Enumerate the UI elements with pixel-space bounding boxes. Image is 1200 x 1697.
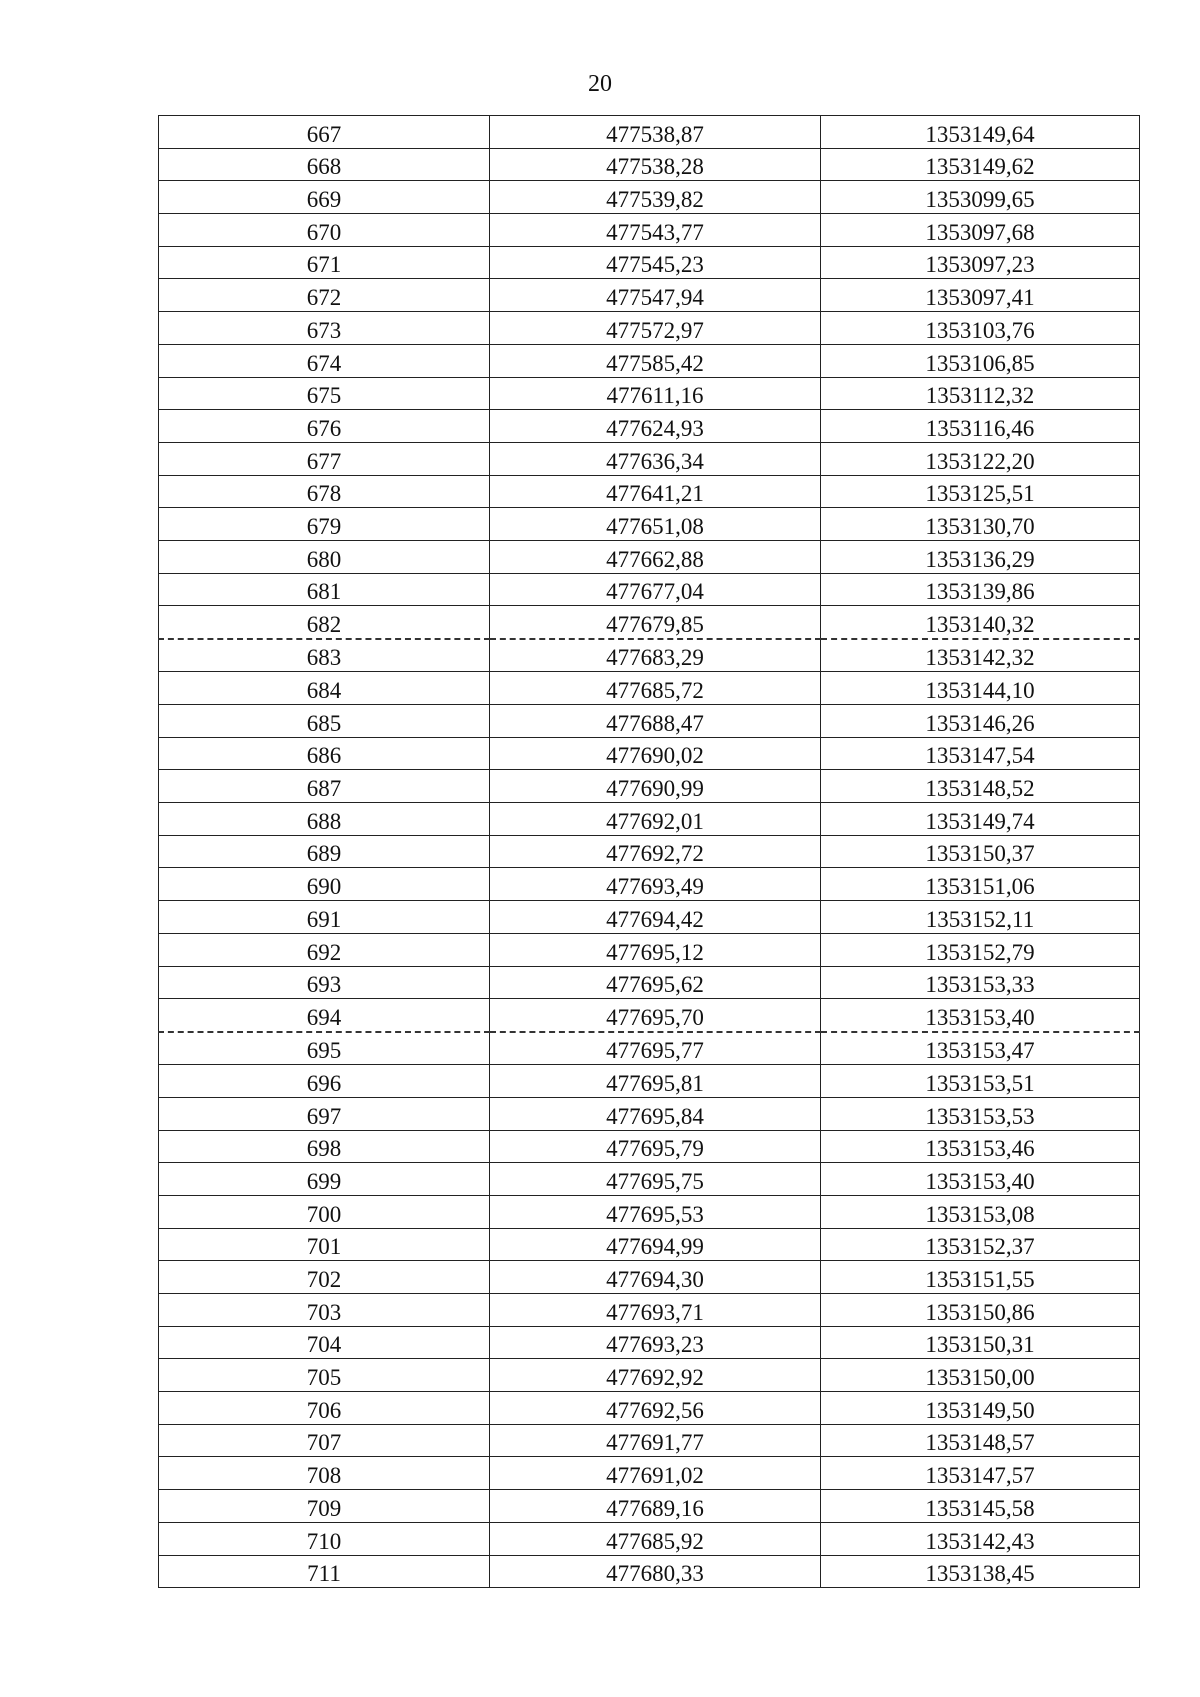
y-coordinate-cell: 1353149,62 <box>821 148 1140 181</box>
point-number-cell: 675 <box>159 377 490 410</box>
table-row <box>159 116 1140 149</box>
x-coordinate-cell: 477695,70 <box>490 999 821 1032</box>
table-row <box>159 835 1140 868</box>
y-coordinate-cell: 1353153,40 <box>821 1163 1140 1196</box>
table-row <box>159 1392 1140 1425</box>
y-coordinate-cell: 1353147,57 <box>821 1457 1140 1490</box>
y-coordinate-cell: 1353099,65 <box>821 181 1140 214</box>
table-row <box>159 1065 1140 1098</box>
y-coordinate-cell: 1353116,46 <box>821 410 1140 443</box>
table-row <box>159 1130 1140 1163</box>
point-number-cell: 684 <box>159 672 490 705</box>
point-number-cell: 678 <box>159 475 490 508</box>
table-row <box>159 606 1140 639</box>
table-row <box>159 1163 1140 1196</box>
x-coordinate-cell: 477662,88 <box>490 540 821 573</box>
table-row <box>159 868 1140 901</box>
y-coordinate-cell: 1353153,53 <box>821 1097 1140 1130</box>
y-coordinate-cell: 1353152,37 <box>821 1228 1140 1261</box>
point-number-cell: 694 <box>159 999 490 1032</box>
point-number-cell: 682 <box>159 606 490 639</box>
x-coordinate-cell: 477538,87 <box>490 116 821 149</box>
x-coordinate-cell: 477680,33 <box>490 1555 821 1588</box>
x-coordinate-cell: 477695,75 <box>490 1163 821 1196</box>
table-row <box>159 214 1140 247</box>
y-coordinate-cell: 1353150,00 <box>821 1359 1140 1392</box>
x-coordinate-cell: 477693,49 <box>490 868 821 901</box>
x-coordinate-cell: 477692,56 <box>490 1392 821 1425</box>
table-row <box>159 1359 1140 1392</box>
point-number-cell: 683 <box>159 639 490 672</box>
table-row <box>159 999 1140 1032</box>
x-coordinate-cell: 477538,28 <box>490 148 821 181</box>
table-row <box>159 933 1140 966</box>
y-coordinate-cell: 1353145,58 <box>821 1490 1140 1523</box>
y-coordinate-cell: 1353146,26 <box>821 705 1140 738</box>
y-coordinate-cell: 1353149,74 <box>821 803 1140 836</box>
x-coordinate-cell: 477688,47 <box>490 705 821 738</box>
table-row <box>159 442 1140 475</box>
table-row <box>159 1490 1140 1523</box>
point-number-cell: 691 <box>159 901 490 934</box>
point-number-cell: 670 <box>159 214 490 247</box>
x-coordinate-cell: 477677,04 <box>490 573 821 606</box>
table-row <box>159 246 1140 279</box>
table-row <box>159 1294 1140 1327</box>
y-coordinate-cell: 1353122,20 <box>821 442 1140 475</box>
y-coordinate-cell: 1353150,86 <box>821 1294 1140 1327</box>
y-coordinate-cell: 1353136,29 <box>821 540 1140 573</box>
y-coordinate-cell: 1353150,31 <box>821 1326 1140 1359</box>
x-coordinate-cell: 477641,21 <box>490 475 821 508</box>
y-coordinate-cell: 1353142,43 <box>821 1522 1140 1555</box>
y-coordinate-cell: 1353151,55 <box>821 1261 1140 1294</box>
table-row <box>159 901 1140 934</box>
point-number-cell: 711 <box>159 1555 490 1588</box>
table-row <box>159 803 1140 836</box>
x-coordinate-cell: 477685,92 <box>490 1522 821 1555</box>
point-number-cell: 677 <box>159 442 490 475</box>
point-number-cell: 693 <box>159 966 490 999</box>
point-number-cell: 676 <box>159 410 490 443</box>
table-row <box>159 279 1140 312</box>
point-number-cell: 671 <box>159 246 490 279</box>
y-coordinate-cell: 1353148,52 <box>821 770 1140 803</box>
table-row <box>159 148 1140 181</box>
x-coordinate-cell: 477695,84 <box>490 1097 821 1130</box>
y-coordinate-cell: 1353152,79 <box>821 933 1140 966</box>
point-number-cell: 669 <box>159 181 490 214</box>
y-coordinate-cell: 1353144,10 <box>821 672 1140 705</box>
table-row <box>159 1032 1140 1065</box>
table-row <box>159 1261 1140 1294</box>
point-number-cell: 705 <box>159 1359 490 1392</box>
x-coordinate-cell: 477679,85 <box>490 606 821 639</box>
point-number-cell: 696 <box>159 1065 490 1098</box>
x-coordinate-cell: 477694,42 <box>490 901 821 934</box>
table-row <box>159 540 1140 573</box>
point-number-cell: 698 <box>159 1130 490 1163</box>
table-row <box>159 1457 1140 1490</box>
y-coordinate-cell: 1353149,64 <box>821 116 1140 149</box>
x-coordinate-cell: 477693,23 <box>490 1326 821 1359</box>
point-number-cell: 704 <box>159 1326 490 1359</box>
coordinates-table <box>158 115 1140 1588</box>
point-number-cell: 708 <box>159 1457 490 1490</box>
point-number-cell: 679 <box>159 508 490 541</box>
table-row <box>159 966 1140 999</box>
x-coordinate-cell: 477692,72 <box>490 835 821 868</box>
x-coordinate-cell: 477695,79 <box>490 1130 821 1163</box>
point-number-cell: 689 <box>159 835 490 868</box>
y-coordinate-cell: 1353142,32 <box>821 639 1140 672</box>
y-coordinate-cell: 1353151,06 <box>821 868 1140 901</box>
x-coordinate-cell: 477692,01 <box>490 803 821 836</box>
point-number-cell: 697 <box>159 1097 490 1130</box>
point-number-cell: 685 <box>159 705 490 738</box>
y-coordinate-cell: 1353147,54 <box>821 737 1140 770</box>
y-coordinate-cell: 1353152,11 <box>821 901 1140 934</box>
point-number-cell: 703 <box>159 1294 490 1327</box>
point-number-cell: 707 <box>159 1424 490 1457</box>
table-row <box>159 312 1140 345</box>
table-row <box>159 475 1140 508</box>
y-coordinate-cell: 1353153,08 <box>821 1195 1140 1228</box>
point-number-cell: 690 <box>159 868 490 901</box>
x-coordinate-cell: 477543,77 <box>490 214 821 247</box>
table-row <box>159 705 1140 738</box>
table-row <box>159 1555 1140 1588</box>
point-number-cell: 692 <box>159 933 490 966</box>
table-row <box>159 573 1140 606</box>
y-coordinate-cell: 1353097,41 <box>821 279 1140 312</box>
table-row <box>159 1424 1140 1457</box>
table-row <box>159 377 1140 410</box>
table-row <box>159 181 1140 214</box>
y-coordinate-cell: 1353112,32 <box>821 377 1140 410</box>
y-coordinate-cell: 1353140,32 <box>821 606 1140 639</box>
table-row <box>159 639 1140 672</box>
point-number-cell: 667 <box>159 116 490 149</box>
y-coordinate-cell: 1353103,76 <box>821 312 1140 345</box>
x-coordinate-cell: 477690,99 <box>490 770 821 803</box>
point-number-cell: 700 <box>159 1195 490 1228</box>
x-coordinate-cell: 477585,42 <box>490 344 821 377</box>
coordinates-table-body <box>159 116 1140 1588</box>
y-coordinate-cell: 1353148,57 <box>821 1424 1140 1457</box>
y-coordinate-cell: 1353097,68 <box>821 214 1140 247</box>
x-coordinate-cell: 477572,97 <box>490 312 821 345</box>
x-coordinate-cell: 477695,62 <box>490 966 821 999</box>
table-row <box>159 1326 1140 1359</box>
table-row <box>159 1195 1140 1228</box>
point-number-cell: 709 <box>159 1490 490 1523</box>
x-coordinate-cell: 477693,71 <box>490 1294 821 1327</box>
page-number: 20 <box>588 71 612 97</box>
x-coordinate-cell: 477695,81 <box>490 1065 821 1098</box>
point-number-cell: 680 <box>159 540 490 573</box>
x-coordinate-cell: 477689,16 <box>490 1490 821 1523</box>
x-coordinate-cell: 477545,23 <box>490 246 821 279</box>
x-coordinate-cell: 477691,02 <box>490 1457 821 1490</box>
x-coordinate-cell: 477651,08 <box>490 508 821 541</box>
x-coordinate-cell: 477694,30 <box>490 1261 821 1294</box>
y-coordinate-cell: 1353153,40 <box>821 999 1140 1032</box>
point-number-cell: 706 <box>159 1392 490 1425</box>
x-coordinate-cell: 477685,72 <box>490 672 821 705</box>
x-coordinate-cell: 477695,53 <box>490 1195 821 1228</box>
point-number-cell: 687 <box>159 770 490 803</box>
x-coordinate-cell: 477547,94 <box>490 279 821 312</box>
y-coordinate-cell: 1353139,86 <box>821 573 1140 606</box>
table-row <box>159 672 1140 705</box>
point-number-cell: 710 <box>159 1522 490 1555</box>
table-row <box>159 410 1140 443</box>
point-number-cell: 668 <box>159 148 490 181</box>
y-coordinate-cell: 1353130,70 <box>821 508 1140 541</box>
y-coordinate-cell: 1353153,33 <box>821 966 1140 999</box>
table-row <box>159 737 1140 770</box>
x-coordinate-cell: 477692,92 <box>490 1359 821 1392</box>
y-coordinate-cell: 1353150,37 <box>821 835 1140 868</box>
x-coordinate-cell: 477690,02 <box>490 737 821 770</box>
table-row <box>159 344 1140 377</box>
table-row <box>159 1522 1140 1555</box>
x-coordinate-cell: 477624,93 <box>490 410 821 443</box>
y-coordinate-cell: 1353106,85 <box>821 344 1140 377</box>
y-coordinate-cell: 1353097,23 <box>821 246 1140 279</box>
table-row <box>159 508 1140 541</box>
point-number-cell: 672 <box>159 279 490 312</box>
point-number-cell: 688 <box>159 803 490 836</box>
y-coordinate-cell: 1353153,51 <box>821 1065 1140 1098</box>
point-number-cell: 674 <box>159 344 490 377</box>
x-coordinate-cell: 477694,99 <box>490 1228 821 1261</box>
x-coordinate-cell: 477636,34 <box>490 442 821 475</box>
y-coordinate-cell: 1353138,45 <box>821 1555 1140 1588</box>
y-coordinate-cell: 1353153,47 <box>821 1032 1140 1065</box>
x-coordinate-cell: 477695,12 <box>490 933 821 966</box>
table-row <box>159 770 1140 803</box>
x-coordinate-cell: 477539,82 <box>490 181 821 214</box>
table-row <box>159 1228 1140 1261</box>
y-coordinate-cell: 1353125,51 <box>821 475 1140 508</box>
point-number-cell: 673 <box>159 312 490 345</box>
point-number-cell: 695 <box>159 1032 490 1065</box>
x-coordinate-cell: 477683,29 <box>490 639 821 672</box>
x-coordinate-cell: 477611,16 <box>490 377 821 410</box>
point-number-cell: 701 <box>159 1228 490 1261</box>
table-row <box>159 1097 1140 1130</box>
y-coordinate-cell: 1353153,46 <box>821 1130 1140 1163</box>
y-coordinate-cell: 1353149,50 <box>821 1392 1140 1425</box>
x-coordinate-cell: 477695,77 <box>490 1032 821 1065</box>
point-number-cell: 681 <box>159 573 490 606</box>
point-number-cell: 686 <box>159 737 490 770</box>
point-number-cell: 702 <box>159 1261 490 1294</box>
x-coordinate-cell: 477691,77 <box>490 1424 821 1457</box>
point-number-cell: 699 <box>159 1163 490 1196</box>
